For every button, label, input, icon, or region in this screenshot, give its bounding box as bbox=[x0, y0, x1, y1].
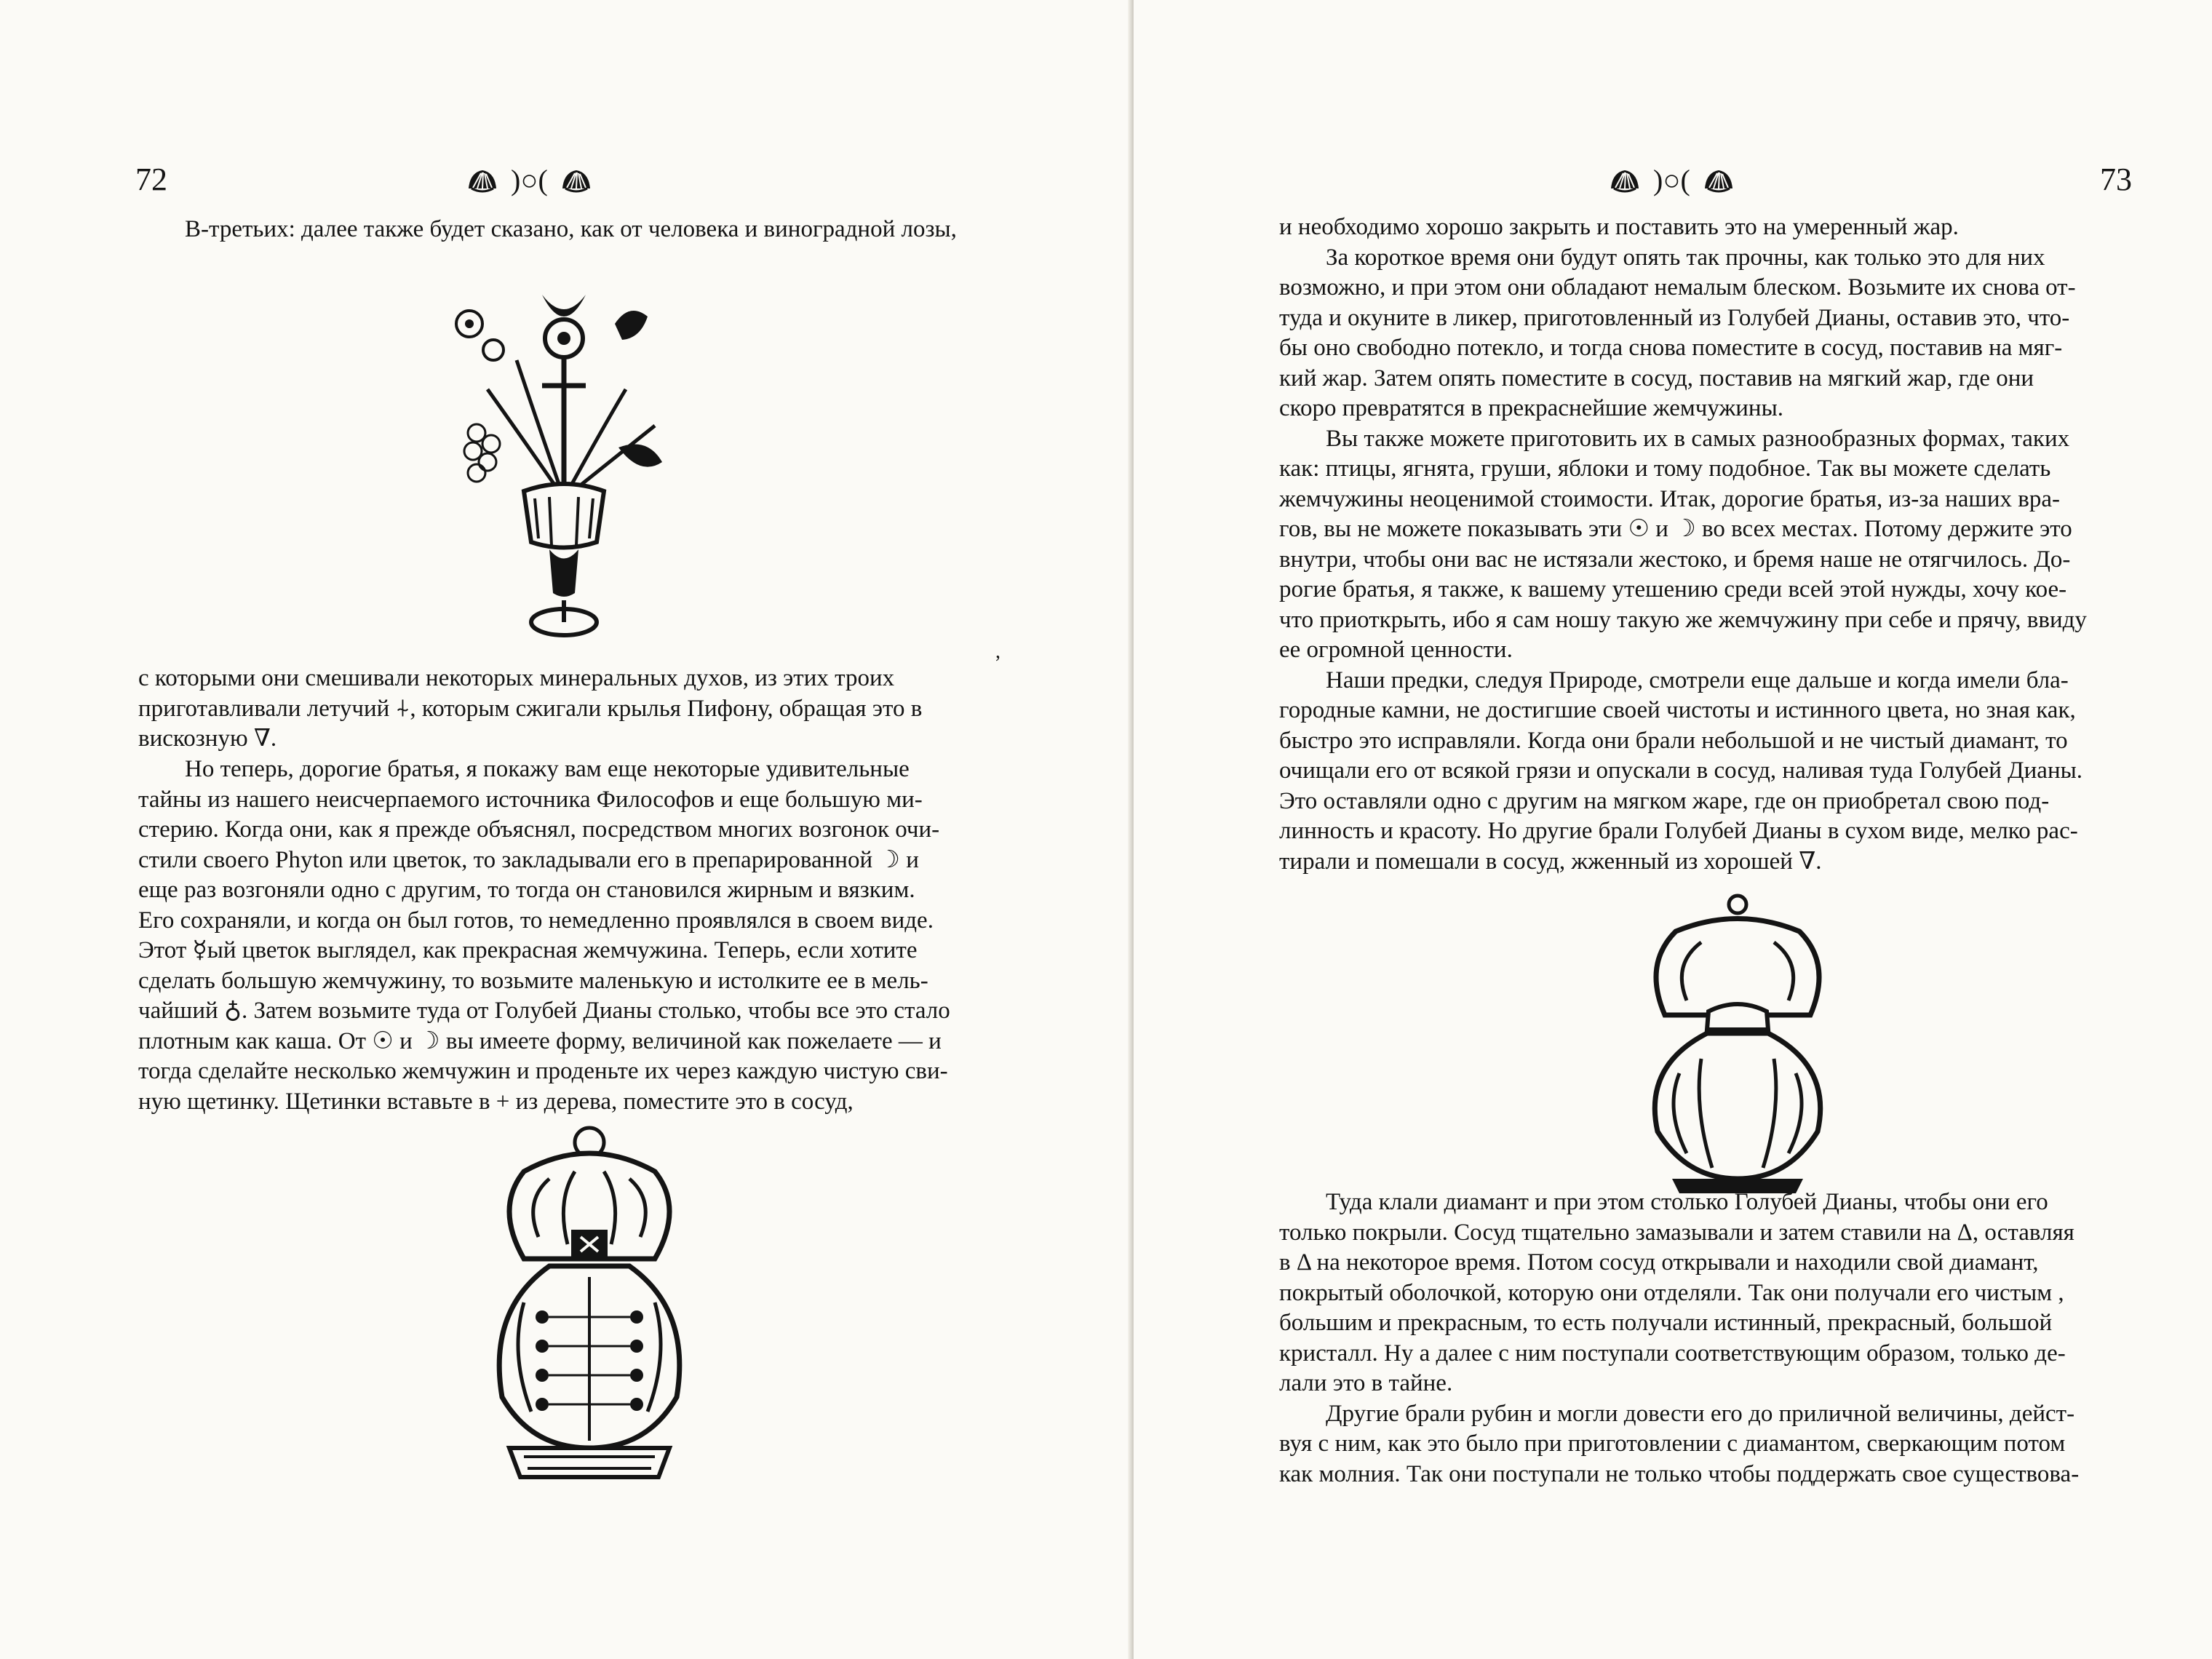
flower-vase-woodcut bbox=[437, 280, 691, 651]
text-line: Вы также можете приготовить их в самых разнообразных формах, таких bbox=[1326, 425, 2070, 452]
stray-comma: , bbox=[995, 640, 1000, 663]
text-line: вуя с ним, как это было при приготовлении с диамантом, сверкающим потом bbox=[1279, 1431, 2066, 1457]
text-line: возможно, и при этом они обладают немалым блеском. Возьмите их снова от- bbox=[1279, 274, 2076, 301]
text-line: ную щетинку. Щетинки вставьте в + из дерева, поместите это в сосуд, bbox=[138, 1088, 854, 1115]
right-page bbox=[1134, 0, 2212, 1659]
double-flask-woodcut bbox=[1643, 891, 1832, 1197]
text-line: городные камни, не достигшие своей чистоты и истинного цвета, но зная как, bbox=[1279, 697, 2076, 723]
text-line: внутри, чтобы они вас не истязали жестоко, и бремя наше не отягчилось. До- bbox=[1279, 546, 2071, 573]
page-number-right: 73 bbox=[2100, 162, 2132, 197]
text-line: и необходимо хорошо закрыть и поставить это на умеренный жар. bbox=[1279, 214, 1959, 240]
text-line: скоро превратятся в прекраснейшие жемчужины. bbox=[1279, 395, 1783, 421]
text-line: только покрыли. Сосуд тщательно замазывали и затем ставили на Δ, оставляя bbox=[1279, 1219, 2074, 1246]
text-line: как молния. Так они поступали не только чтобы поддержать свое существова- bbox=[1279, 1460, 2080, 1487]
left-para-1 bbox=[138, 664, 1011, 755]
text-line: Наши предки, следуя Природе, смотрели еще дальше и когда имели бла- bbox=[1326, 667, 2069, 693]
text-line: ее огромной ценности. bbox=[1279, 637, 1513, 663]
text-line: Его сохраняли, и когда он был готов, то немедленно проявлялся в своем виде. bbox=[138, 907, 934, 934]
right-block-1 bbox=[1279, 212, 2116, 877]
text-line: стили своего Phyton или цветок, то закладывали его в препарированной ☽ и bbox=[138, 846, 919, 873]
text-line: тайны из нашего неисчерпаемого источника Философов и еще большую ми- bbox=[138, 786, 923, 813]
text-line: быстро это исправляли. Когда они брали небольшой и не чистый диамант, то bbox=[1279, 727, 2068, 754]
text-line: Этот ☿ый цветок выглядел, как прекрасная жемчужина. Теперь, если хотите bbox=[138, 937, 918, 963]
text-line: кристалл. Ну а далее с ним поступали соответствующим образом, только де- bbox=[1279, 1340, 2066, 1366]
text-line: в Δ на некоторое время. Потом сосуд открывали и находили свой диамант, bbox=[1279, 1249, 2039, 1276]
text-line: жемчужины неоценимой стоимости. Итак, дорогие братья, из-за наших вра- bbox=[1279, 485, 2060, 512]
text-line: сделать большую жемчужину, то возьмите маленькую и истолките ее в мель- bbox=[138, 967, 928, 994]
text-line: тогда сделайте несколько жемчужин и проденьте их через каждую чистую сви- bbox=[138, 1058, 948, 1084]
left-top-line: В-третьих: далее также будет сказано, как от человека и виноградной лозы, bbox=[185, 216, 957, 242]
text-line: очищали его от всякой грязи и опускали в сосуд, наливая туда Голубей Дианы. bbox=[1279, 757, 2083, 784]
shell-ornament-icon bbox=[466, 167, 499, 194]
text-line: покрытый оболочкой, которую они отделяли. Так они получали его чистым , bbox=[1279, 1279, 2064, 1306]
header-ornament-left bbox=[466, 166, 593, 195]
text-line: туда и окуните в ликер, приготовленный из Голубей Дианы, оставив это, что- bbox=[1279, 304, 2070, 331]
text-line: тирали и помешали в сосуд, жженный из хорошей ∇. bbox=[1279, 848, 1822, 875]
pearl-vessel-woodcut bbox=[480, 1121, 699, 1499]
text-line: вискозную ∇. bbox=[138, 725, 277, 752]
text-line: большим и прекрасным, то есть получали истинный, прекрасный, большой bbox=[1279, 1310, 2053, 1336]
shell-ornament-icon bbox=[560, 167, 593, 194]
page-number-left: 72 bbox=[135, 162, 167, 197]
text-line: стерию. Когда они, как я прежде объяснял, посредством многих возгонок очи- bbox=[138, 816, 940, 843]
text-line: как: птицы, ягнята, груши, яблоки и тому подобное. Так вы можете сделать bbox=[1279, 455, 2051, 482]
header-ornament-text: )○( bbox=[511, 164, 548, 196]
text-line: Туда клали диамант и при этом столько Голубей Дианы, чтобы они его bbox=[1326, 1189, 2048, 1215]
text-line: еще раз возгоняли одно с другим, то тогда он становился жирным и вязким. bbox=[138, 877, 915, 903]
shell-ornament-icon bbox=[1608, 167, 1642, 194]
text-line: Но теперь, дорогие братья, я покажу вам еще некоторые удивительные bbox=[185, 756, 910, 782]
shell-ornament-icon bbox=[1702, 167, 1735, 194]
text-line: бы оно свободно потекло, и тогда снова поместите в сосуд, поставив на мяг- bbox=[1279, 335, 2063, 361]
text-line: рогие братья, я также, к вашему утешению среди всей этой нужды, хочу кое- bbox=[1279, 576, 2067, 602]
text-line: Другие брали рубин и могли довести его до приличной величины, дейст- bbox=[1326, 1400, 2075, 1427]
text-line: что приоткрыть, ибо я сам ношу такую же жемчужину при себе и прячу, ввиду bbox=[1279, 606, 2087, 633]
header-ornament-right bbox=[1608, 166, 1735, 195]
header-ornament-text: )○( bbox=[1653, 164, 1690, 196]
text-line: приготавливали летучий ⍭, которым сжигали крылья Пифону, обращая это в bbox=[138, 695, 923, 722]
text-line: Это оставляли одно с другим на мягком жаре, где он приобретал свою под- bbox=[1279, 787, 2050, 814]
right-block-2 bbox=[1279, 1187, 2116, 1489]
text-line: с которыми они смешивали некоторых минеральных духов, из этих троих bbox=[138, 665, 895, 691]
text-line: линность и красоту. Но другие брали Голубей Дианы в сухом виде, мелко рас- bbox=[1279, 818, 2078, 844]
text-line: чайший ♁. Затем возьмите туда от Голубей Дианы столько, чтобы все это стало bbox=[138, 998, 950, 1024]
left-para-2 bbox=[138, 755, 1011, 1117]
text-line: кий жар. Затем опять поместите в сосуд, поставив на мягкий жар, где они bbox=[1279, 365, 2034, 391]
text-line: гов, вы не можете показывать эти ☉ и ☽ во всех местах. Потому держите это bbox=[1279, 516, 2072, 542]
text-line: лали это в тайне. bbox=[1279, 1370, 1453, 1396]
text-line: плотным как каша. От ☉ и ☽ вы имеете форму, величиной как пожелаете — и bbox=[138, 1027, 942, 1054]
text-line: За короткое время они будут опять так прочны, как только это для них bbox=[1326, 244, 2045, 271]
